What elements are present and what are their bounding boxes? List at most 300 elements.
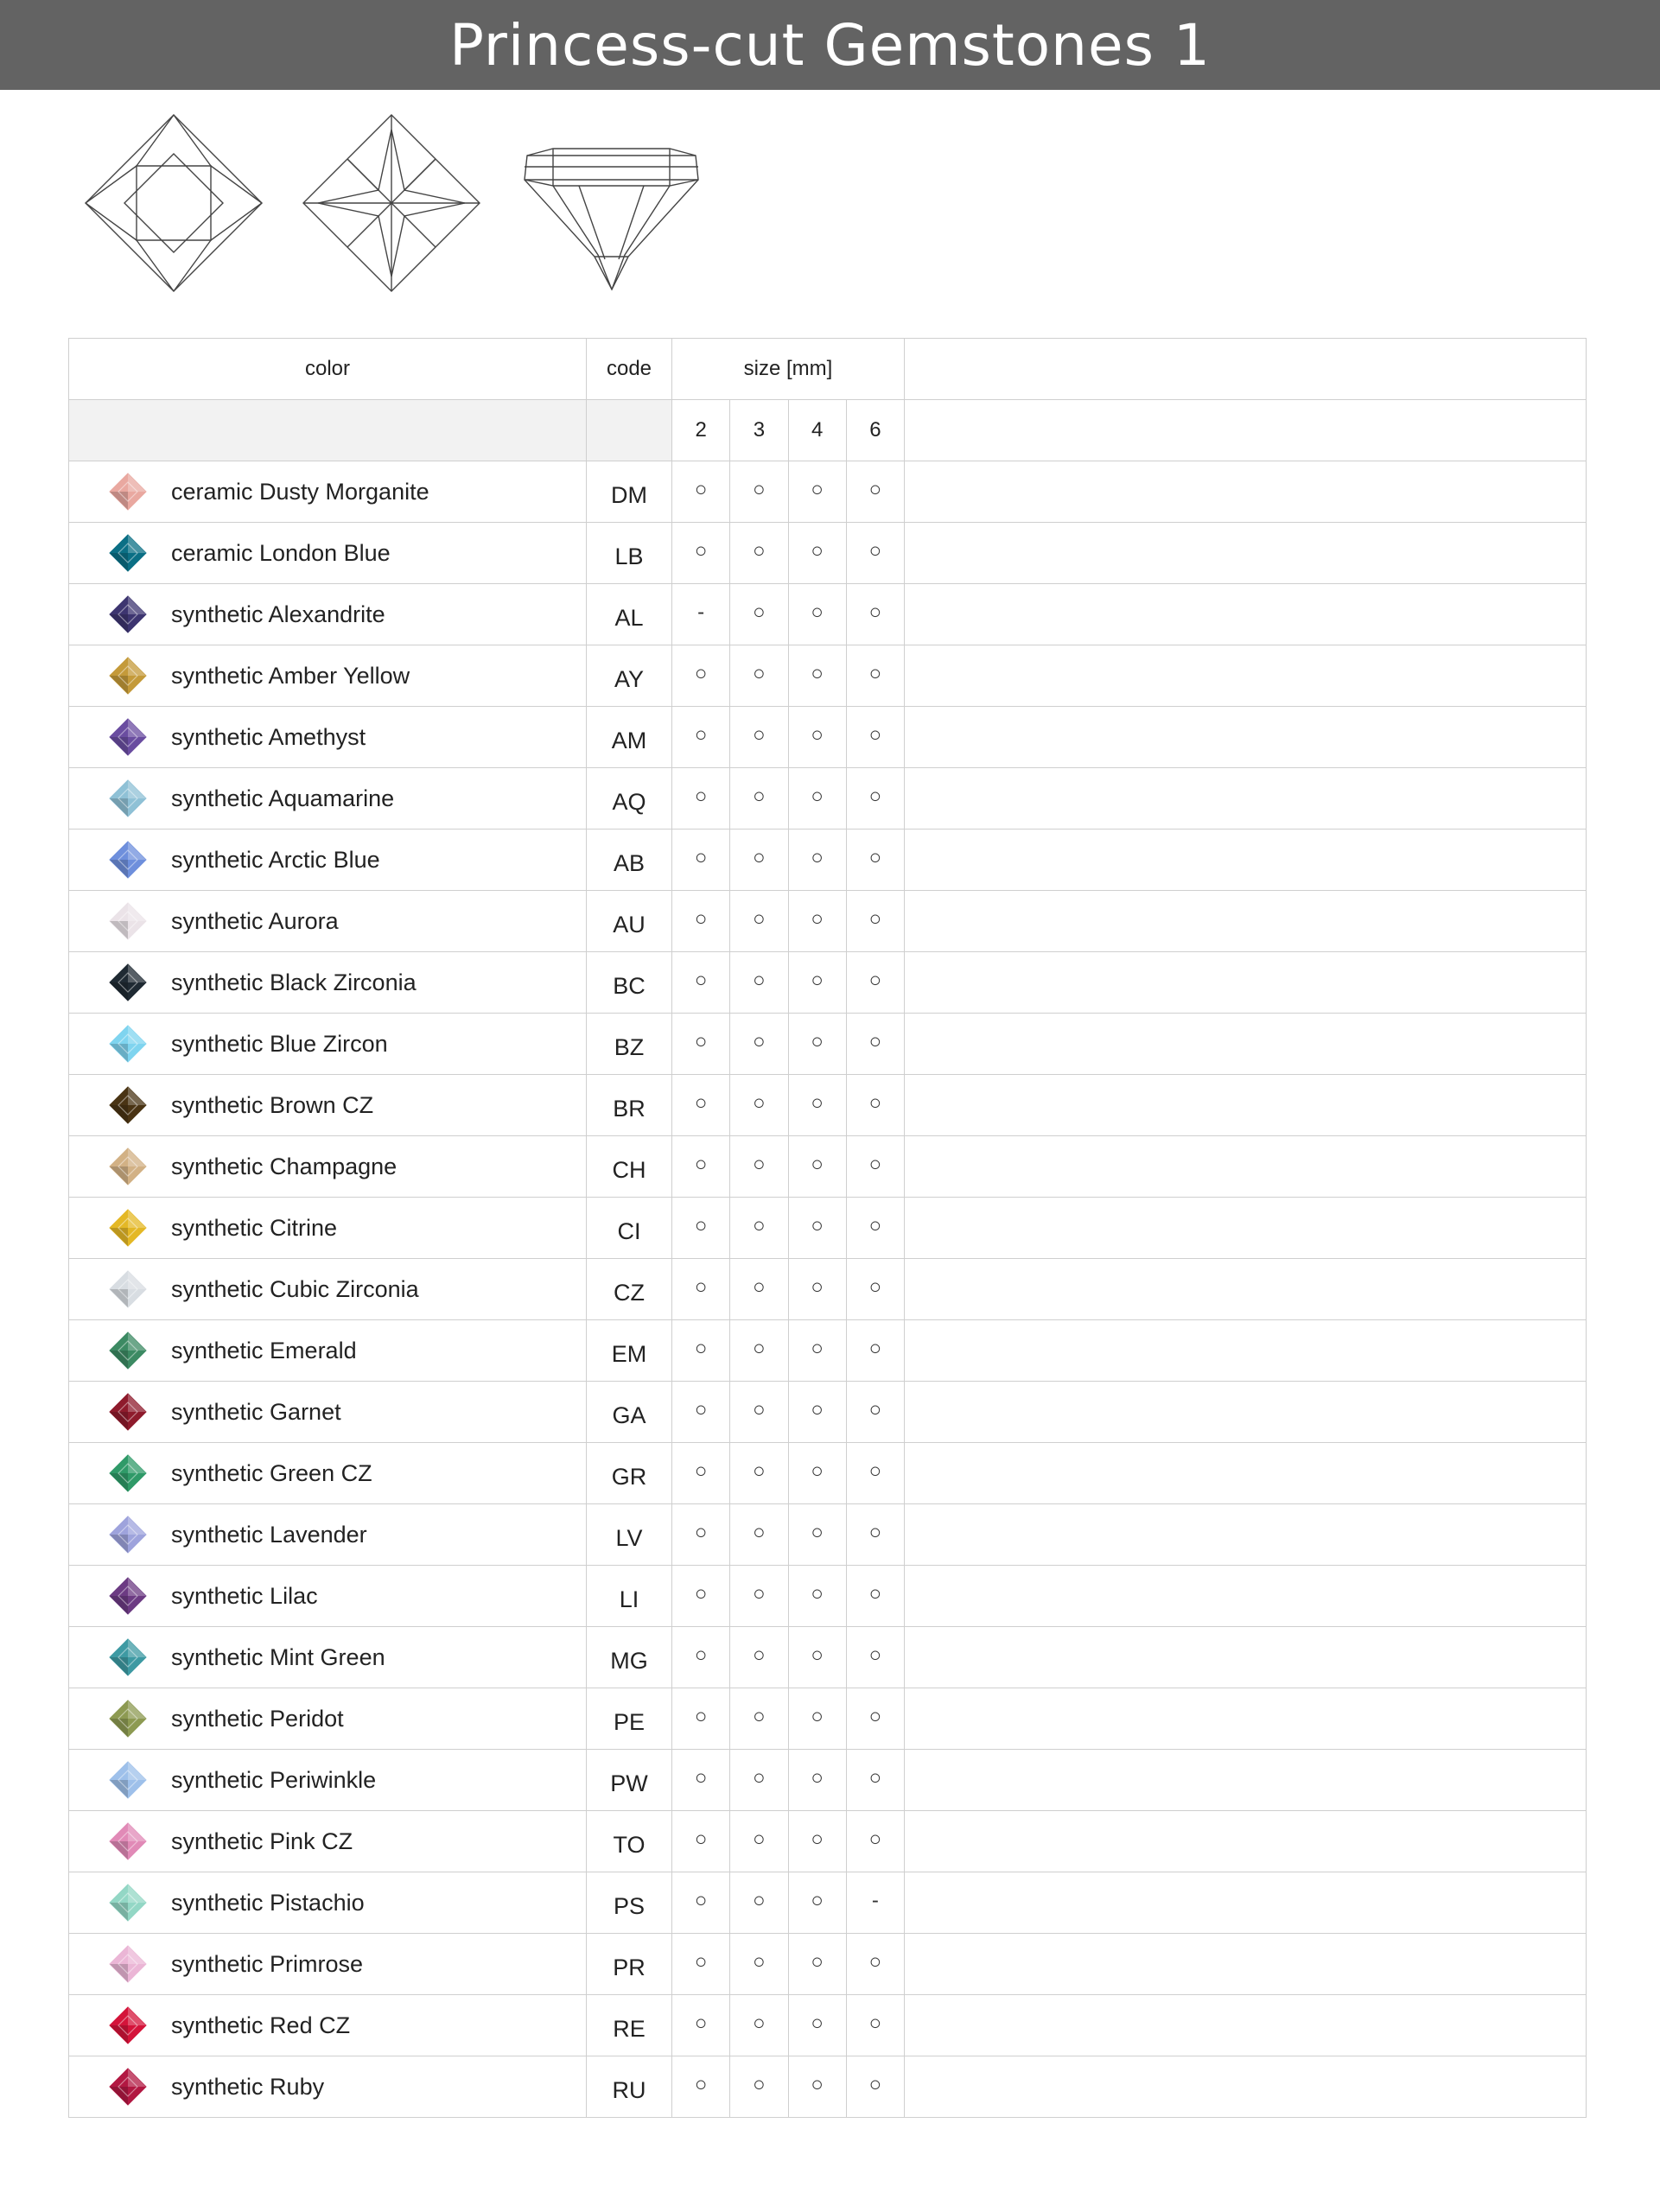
availability-mark: ○	[694, 785, 708, 808]
availability-mark: ○	[694, 1091, 708, 1115]
availability-cell	[672, 952, 730, 1014]
availability-cell	[730, 1504, 788, 1566]
table-row	[69, 1504, 1587, 1566]
color-column-header: color	[69, 339, 587, 400]
gem-code: BZ	[614, 1033, 645, 1060]
availability-mark: ○	[753, 1521, 766, 1544]
gem-code: RE	[613, 2015, 646, 2042]
availability-mark: ○	[753, 478, 766, 501]
availability-cell	[730, 1934, 788, 1995]
availability-cell	[846, 768, 904, 830]
gem-color-cell	[69, 1320, 587, 1382]
gem-name: synthetic Lavender	[171, 1521, 367, 1548]
blank-subheader-cell	[587, 400, 672, 461]
gem-name: synthetic Cubic Zirconia	[171, 1275, 419, 1302]
gem-swatch-icon	[109, 902, 147, 940]
availability-mark: ○	[753, 1091, 766, 1115]
table-row	[69, 1688, 1587, 1750]
availability-cell	[672, 1382, 730, 1443]
gem-swatch-icon	[109, 1516, 147, 1554]
gem-swatch-icon	[109, 1270, 147, 1308]
gem-code-cell	[587, 1995, 672, 2056]
availability-cell	[788, 1811, 846, 1872]
blank-cell	[905, 1934, 1587, 1995]
gem-code: RU	[612, 2076, 646, 2103]
gem-code: BC	[613, 972, 646, 999]
table-row	[69, 1934, 1587, 1995]
gem-color-cell	[69, 1995, 587, 2056]
availability-cell	[846, 891, 904, 952]
blank-cell	[905, 1320, 1587, 1382]
table-row	[69, 523, 1587, 584]
availability-cell	[788, 768, 846, 830]
availability-cell	[672, 1075, 730, 1136]
availability-mark: ○	[753, 662, 766, 685]
availability-mark: ○	[694, 662, 708, 685]
blank-subheader-cell	[69, 400, 587, 461]
availability-cell	[730, 1014, 788, 1075]
blank-cell	[905, 768, 1587, 830]
availability-mark: ○	[753, 1153, 766, 1176]
table-row	[69, 645, 1587, 707]
blank-cell	[905, 1014, 1587, 1075]
table-row	[69, 1259, 1587, 1320]
gem-color-cell	[69, 1136, 587, 1198]
availability-mark: ○	[694, 969, 708, 992]
availability-cell	[788, 1872, 846, 1934]
availability-cell	[788, 584, 846, 645]
availability-cell	[788, 1014, 846, 1075]
availability-mark: ○	[753, 785, 766, 808]
cut-diagrams	[78, 112, 717, 302]
availability-mark: ○	[694, 846, 708, 869]
availability-mark: ○	[868, 785, 882, 808]
availability-cell	[788, 1320, 846, 1382]
gem-name: synthetic Brown CZ	[171, 1091, 374, 1118]
gem-color-cell	[69, 891, 587, 952]
gem-code: TO	[613, 1831, 646, 1858]
availability-mark: ○	[753, 1337, 766, 1360]
gem-code-cell	[587, 1566, 672, 1627]
availability-mark: ○	[868, 601, 882, 624]
availability-mark: ○	[811, 539, 824, 563]
gem-code-cell	[587, 1075, 672, 1136]
gem-code: CZ	[614, 1279, 645, 1306]
availability-cell	[730, 1443, 788, 1504]
table-row	[69, 952, 1587, 1014]
availability-cell	[788, 2056, 846, 2118]
gem-code: LI	[619, 1586, 639, 1612]
availability-mark: ○	[694, 1889, 708, 1912]
gem-code: AU	[613, 911, 646, 938]
availability-mark: ○	[753, 1827, 766, 1851]
availability-mark: ○	[868, 1950, 882, 1974]
gem-color-cell	[69, 830, 587, 891]
gem-code: DM	[611, 481, 647, 508]
availability-mark: -	[871, 1889, 879, 1912]
gem-swatch-icon	[109, 1700, 147, 1738]
gem-swatch-icon	[109, 1761, 147, 1799]
availability-cell	[846, 1688, 904, 1750]
availability-mark: ○	[868, 478, 882, 501]
availability-mark: ○	[811, 785, 824, 808]
availability-cell	[788, 1382, 846, 1443]
availability-cell	[788, 1198, 846, 1259]
code-column-header: code	[587, 339, 672, 400]
availability-cell	[846, 1014, 904, 1075]
availability-mark: ○	[811, 1459, 824, 1483]
availability-cell	[788, 1627, 846, 1688]
gem-code-cell	[587, 1934, 672, 1995]
blank-cell	[905, 1198, 1587, 1259]
gem-name: synthetic Ruby	[171, 2073, 325, 2100]
top-view-diagram	[83, 112, 264, 294]
availability-mark: ○	[753, 539, 766, 563]
gem-code-cell	[587, 1259, 672, 1320]
availability-mark: ○	[868, 1827, 882, 1851]
gem-code-cell	[587, 1872, 672, 1934]
availability-cell	[730, 1995, 788, 2056]
availability-cell	[672, 1750, 730, 1811]
availability-cell	[672, 1811, 730, 1872]
gem-swatch-icon	[109, 595, 147, 633]
availability-mark: ○	[694, 723, 708, 747]
side-view-diagram	[518, 112, 704, 294]
availability-cell	[846, 2056, 904, 2118]
availability-cell	[730, 1136, 788, 1198]
availability-cell	[846, 523, 904, 584]
gem-swatch-icon	[109, 1454, 147, 1492]
gem-code-cell	[587, 1750, 672, 1811]
gem-color-cell	[69, 645, 587, 707]
availability-mark: ○	[694, 1643, 708, 1667]
table-row	[69, 1075, 1587, 1136]
availability-mark: ○	[753, 1214, 766, 1237]
availability-mark: ○	[868, 1521, 882, 1544]
gem-name: synthetic Red CZ	[171, 2012, 351, 2038]
blank-cell	[905, 707, 1587, 768]
gem-name: synthetic Alexandrite	[171, 601, 385, 627]
table-row	[69, 891, 1587, 952]
availability-cell	[672, 2056, 730, 2118]
availability-mark: ○	[694, 1275, 708, 1299]
size-header-3: 3	[730, 400, 788, 461]
table-row	[69, 1995, 1587, 2056]
header-row	[69, 339, 1587, 400]
gem-name: ceramic London Blue	[171, 539, 391, 566]
gem-code-cell	[587, 1443, 672, 1504]
availability-mark: ○	[811, 2012, 824, 2035]
availability-cell	[788, 1075, 846, 1136]
availability-cell	[672, 1320, 730, 1382]
gem-swatch-icon	[109, 718, 147, 756]
availability-mark: ○	[811, 907, 824, 931]
gem-name: synthetic Amber Yellow	[171, 662, 410, 689]
availability-cell	[730, 2056, 788, 2118]
availability-mark: ○	[694, 1521, 708, 1544]
blank-cell	[905, 1136, 1587, 1198]
availability-mark: ○	[694, 2073, 708, 2096]
availability-mark: -	[697, 601, 705, 624]
gem-name: synthetic Pistachio	[171, 1889, 365, 1916]
availability-cell	[846, 1811, 904, 1872]
gem-swatch-icon	[109, 1393, 147, 1431]
availability-cell	[672, 1443, 730, 1504]
gem-code-cell	[587, 1198, 672, 1259]
table-row	[69, 1320, 1587, 1382]
blank-cell	[905, 1259, 1587, 1320]
gem-code-cell	[587, 1320, 672, 1382]
blank-cell	[905, 1627, 1587, 1688]
availability-mark: ○	[753, 1030, 766, 1053]
gem-name: synthetic Mint Green	[171, 1643, 385, 1670]
availability-mark: ○	[694, 1827, 708, 1851]
gem-code-cell	[587, 891, 672, 952]
gem-color-cell	[69, 1811, 587, 1872]
gem-name: synthetic Green CZ	[171, 1459, 372, 1486]
gem-name: synthetic Primrose	[171, 1950, 364, 1977]
availability-mark: ○	[694, 1459, 708, 1483]
gem-code: AL	[614, 604, 644, 631]
availability-cell	[672, 1566, 730, 1627]
availability-mark: ○	[753, 1705, 766, 1728]
gem-color-cell	[69, 768, 587, 830]
availability-cell	[672, 1627, 730, 1688]
availability-mark: ○	[694, 2012, 708, 2035]
availability-cell	[730, 952, 788, 1014]
availability-mark: ○	[811, 1091, 824, 1115]
table-row	[69, 1627, 1587, 1688]
gem-code: PS	[613, 1892, 646, 1919]
gem-code: EM	[611, 1340, 647, 1367]
gem-color-cell	[69, 523, 587, 584]
availability-mark: ○	[753, 1950, 766, 1974]
availability-cell	[672, 1014, 730, 1075]
gem-name: synthetic Champagne	[171, 1153, 398, 1179]
table-row	[69, 1443, 1587, 1504]
page-title: Princess-cut Gemstones 1	[449, 11, 1211, 79]
availability-mark: ○	[811, 1214, 824, 1237]
gem-swatch-icon	[109, 2006, 147, 2044]
availability-mark: ○	[811, 723, 824, 747]
gem-color-cell	[69, 1688, 587, 1750]
gem-code: CI	[617, 1217, 641, 1244]
availability-mark: ○	[694, 1398, 708, 1421]
availability-mark: ○	[811, 2073, 824, 2096]
blank-cell	[905, 1504, 1587, 1566]
availability-cell	[672, 1995, 730, 2056]
gem-code-cell	[587, 1136, 672, 1198]
availability-cell	[672, 1136, 730, 1198]
availability-cell	[730, 891, 788, 952]
blank-cell	[905, 645, 1587, 707]
availability-mark: ○	[694, 1153, 708, 1176]
gem-color-cell	[69, 1504, 587, 1566]
gem-swatch-icon	[109, 1332, 147, 1370]
availability-cell	[788, 830, 846, 891]
gem-code-cell	[587, 523, 672, 584]
availability-mark: ○	[868, 969, 882, 992]
availability-mark: ○	[811, 1398, 824, 1421]
gem-name: synthetic Pink CZ	[171, 1827, 353, 1854]
gem-code: LV	[615, 1524, 643, 1551]
blank-cell	[905, 2056, 1587, 2118]
availability-cell	[788, 1688, 846, 1750]
availability-cell	[672, 1259, 730, 1320]
availability-cell	[788, 1259, 846, 1320]
gem-color-cell	[69, 1443, 587, 1504]
availability-cell	[730, 707, 788, 768]
availability-mark: ○	[694, 1030, 708, 1053]
availability-cell	[672, 1198, 730, 1259]
gem-code: PR	[613, 1954, 646, 1980]
blank-cell	[905, 1382, 1587, 1443]
gem-swatch-icon	[109, 1945, 147, 1983]
availability-mark: ○	[811, 1521, 824, 1544]
gem-color-cell	[69, 1934, 587, 1995]
availability-cell	[788, 523, 846, 584]
table-row	[69, 1198, 1587, 1259]
table-row	[69, 707, 1587, 768]
availability-mark: ○	[753, 1582, 766, 1605]
gem-color-cell	[69, 1872, 587, 1934]
availability-mark: ○	[811, 1766, 824, 1789]
table-row	[69, 768, 1587, 830]
availability-mark: ○	[811, 1827, 824, 1851]
blank-cell	[905, 1688, 1587, 1750]
size-header-6: 6	[846, 400, 904, 461]
availability-cell	[730, 1198, 788, 1259]
availability-mark: ○	[811, 1705, 824, 1728]
size-column-header: size [mm]	[672, 339, 905, 400]
availability-mark: ○	[868, 1030, 882, 1053]
availability-cell	[788, 1136, 846, 1198]
availability-cell	[788, 1566, 846, 1627]
gemstone-table	[68, 338, 1587, 2118]
table-row	[69, 1750, 1587, 1811]
availability-mark: ○	[694, 1214, 708, 1237]
bottom-view-diagram	[301, 112, 482, 294]
availability-cell	[730, 1872, 788, 1934]
gem-swatch-icon	[109, 1822, 147, 1860]
gem-swatch-icon	[109, 1147, 147, 1185]
gem-color-cell	[69, 1750, 587, 1811]
availability-mark: ○	[753, 723, 766, 747]
availability-mark: ○	[811, 1275, 824, 1299]
availability-mark: ○	[811, 1643, 824, 1667]
gem-name: synthetic Garnet	[171, 1398, 341, 1425]
gem-swatch-icon	[109, 473, 147, 511]
availability-mark: ○	[811, 846, 824, 869]
availability-cell	[730, 1259, 788, 1320]
blank-cell	[905, 1443, 1587, 1504]
gem-color-cell	[69, 1382, 587, 1443]
gem-color-cell	[69, 1566, 587, 1627]
availability-cell	[672, 707, 730, 768]
availability-cell	[788, 1995, 846, 2056]
gem-name: synthetic Amethyst	[171, 723, 366, 750]
gem-color-cell	[69, 1198, 587, 1259]
availability-mark: ○	[868, 1214, 882, 1237]
gem-name: synthetic Citrine	[171, 1214, 338, 1241]
availability-cell	[846, 952, 904, 1014]
gem-code-cell	[587, 461, 672, 523]
gem-code-cell	[587, 584, 672, 645]
gem-swatch-icon	[109, 1025, 147, 1063]
gem-color-cell	[69, 707, 587, 768]
availability-mark: ○	[694, 1766, 708, 1789]
availability-mark: ○	[694, 539, 708, 563]
availability-cell	[672, 461, 730, 523]
availability-mark: ○	[868, 1153, 882, 1176]
availability-cell	[730, 461, 788, 523]
availability-cell	[672, 523, 730, 584]
availability-mark: ○	[868, 2073, 882, 2096]
availability-cell	[846, 1382, 904, 1443]
availability-cell	[672, 1872, 730, 1934]
gem-name: synthetic Blue Zircon	[171, 1030, 388, 1057]
availability-cell	[672, 1934, 730, 1995]
gem-color-cell	[69, 1014, 587, 1075]
availability-cell	[730, 1627, 788, 1688]
blank-cell	[905, 1811, 1587, 1872]
gem-color-cell	[69, 1627, 587, 1688]
availability-mark: ○	[811, 478, 824, 501]
gem-code-cell	[587, 952, 672, 1014]
gem-swatch-icon	[109, 1086, 147, 1124]
availability-mark: ○	[753, 601, 766, 624]
gem-name: synthetic Arctic Blue	[171, 846, 380, 873]
availability-cell	[672, 891, 730, 952]
gem-name: synthetic Black Zirconia	[171, 969, 417, 995]
table-row	[69, 1566, 1587, 1627]
availability-mark: ○	[753, 2012, 766, 2035]
gem-swatch-icon	[109, 779, 147, 817]
gem-swatch-icon	[109, 1638, 147, 1676]
availability-cell	[788, 461, 846, 523]
availability-mark: ○	[868, 1459, 882, 1483]
gem-code: PW	[610, 1770, 648, 1796]
availability-cell	[846, 1075, 904, 1136]
availability-cell	[846, 1934, 904, 1995]
gem-code: AQ	[612, 788, 646, 815]
availability-mark: ○	[868, 723, 882, 747]
availability-cell	[846, 830, 904, 891]
gem-code-cell	[587, 830, 672, 891]
table-row	[69, 1872, 1587, 1934]
availability-cell	[672, 645, 730, 707]
availability-cell	[672, 830, 730, 891]
gem-code: GR	[611, 1463, 647, 1490]
gem-code: PE	[613, 1708, 646, 1735]
blank-cell	[905, 1075, 1587, 1136]
table-row	[69, 1382, 1587, 1443]
gem-code-cell	[587, 1504, 672, 1566]
size-header-2: 2	[672, 400, 730, 461]
availability-cell	[846, 584, 904, 645]
availability-cell	[672, 1504, 730, 1566]
availability-mark: ○	[868, 1766, 882, 1789]
availability-mark: ○	[811, 1153, 824, 1176]
availability-cell	[846, 1995, 904, 2056]
availability-mark: ○	[868, 1643, 882, 1667]
availability-mark: ○	[694, 1582, 708, 1605]
availability-cell	[846, 1443, 904, 1504]
availability-mark: ○	[811, 601, 824, 624]
blank-cell	[905, 1750, 1587, 1811]
gem-code: AY	[614, 665, 644, 692]
gem-swatch-icon	[109, 963, 147, 1001]
